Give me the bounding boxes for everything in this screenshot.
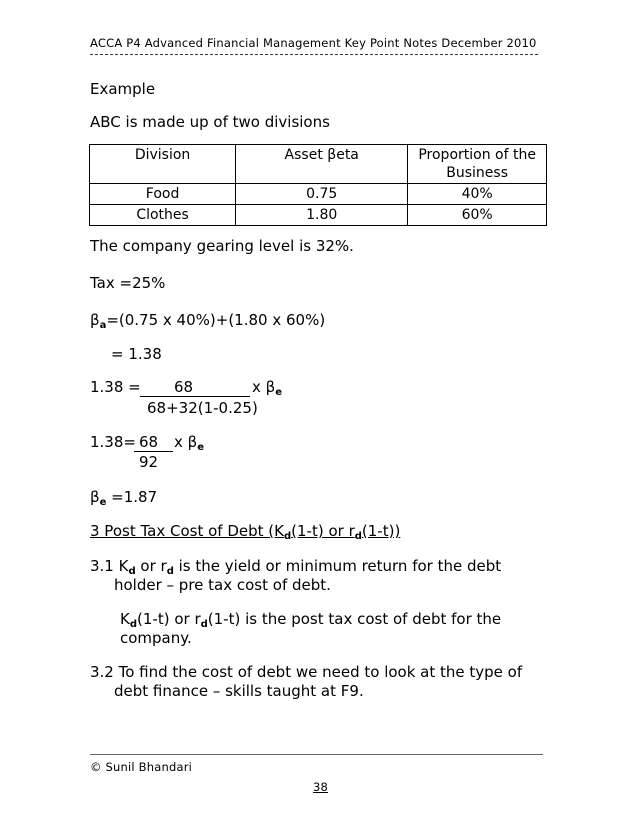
section-3-2-line-1: 3.2 To find the cost of debt we need to look at the type of (90, 663, 523, 681)
header-divider (90, 54, 538, 55)
section-3-1b-line-1 (120, 610, 501, 628)
heading-part: (1-t) or r (291, 522, 355, 540)
beta-a-result: = 1.38 (111, 345, 162, 363)
table-cell: Clothes (90, 205, 236, 226)
formula-expression: =(0.75 x 40%)+(1.80 x 60%) (106, 311, 326, 329)
table-cell: 1.80 (236, 205, 408, 226)
intro-text: ABC is made up of two divisions (90, 113, 330, 131)
beta-e-value: =1.87 (106, 488, 158, 506)
table-header-cell: Asset βeta (236, 145, 408, 184)
running-header: ACCA P4 Advanced Financial Management Key Point Notes December 2010 (90, 36, 537, 50)
equation-1-numerator: 68 (174, 378, 194, 396)
equation-1-denominator: 68+32(1-0.25) (147, 399, 258, 417)
table-header-row (90, 145, 547, 184)
subscript: e (197, 442, 205, 453)
equation-2-denominator: 92 (139, 453, 159, 471)
subscript: d (200, 619, 208, 630)
table-cell: 0.75 (236, 184, 408, 205)
table-cell: 40% (408, 184, 547, 205)
footer-author: © Sunil Bhandari (90, 760, 193, 774)
section-3-1-line-2: holder – pre tax cost of debt. (114, 576, 331, 594)
text-part: (1-t) or r (137, 610, 201, 628)
equation-1-beta (252, 378, 282, 396)
text-part: or r (135, 557, 167, 575)
table-header-cell: Proportion of the Business (408, 145, 547, 184)
equation-1-lhs: 1.38 = (90, 378, 141, 396)
divisions-table (89, 144, 547, 226)
heading-part: 3 Post Tax Cost of Debt (K (90, 522, 284, 540)
table-header-cell: Division (90, 145, 236, 184)
beta-symbol: β (90, 488, 100, 506)
subscript: d (128, 566, 136, 577)
gearing-text: The company gearing level is 32%. (90, 237, 354, 255)
subscript: e (275, 387, 283, 398)
example-heading: Example (90, 80, 156, 98)
equation-2-numerator: 68 (139, 433, 159, 451)
subscript: d (283, 531, 292, 542)
subscript: e (99, 497, 107, 508)
section-3-1-line-1 (90, 557, 501, 575)
table-row (90, 184, 547, 205)
section-3-1b-line-2: company. (120, 629, 192, 647)
page-number: 38 (313, 780, 329, 794)
text-part: K (120, 610, 130, 628)
times-beta: x β (174, 433, 198, 451)
fraction-bar (134, 451, 173, 452)
beta-symbol: β (90, 311, 100, 329)
section-3-heading (90, 522, 400, 540)
table-cell: 60% (408, 205, 547, 226)
beta-e-result (90, 488, 157, 506)
equation-2-lhs: 1.38= (90, 433, 136, 451)
footer-divider (90, 754, 543, 755)
subscript: d (129, 619, 138, 630)
subscript: d (354, 531, 362, 542)
text-part: 3.1 K (90, 557, 129, 575)
text-part: is the yield or minimum return for the debt (173, 557, 502, 575)
equation-2-beta (174, 433, 204, 451)
tax-text: Tax =25% (90, 274, 166, 292)
subscript: d (166, 566, 174, 577)
beta-a-formula (90, 311, 325, 329)
heading-part: (1-t)) (361, 522, 401, 540)
table-row (90, 205, 547, 226)
times-beta: x β (252, 378, 276, 396)
fraction-bar (140, 396, 250, 397)
table-cell: Food (90, 184, 236, 205)
text-part: (1-t) is the post tax cost of debt for the (207, 610, 502, 628)
subscript: a (99, 320, 107, 331)
section-3-2-line-2: debt finance – skills taught at F9. (114, 682, 364, 700)
